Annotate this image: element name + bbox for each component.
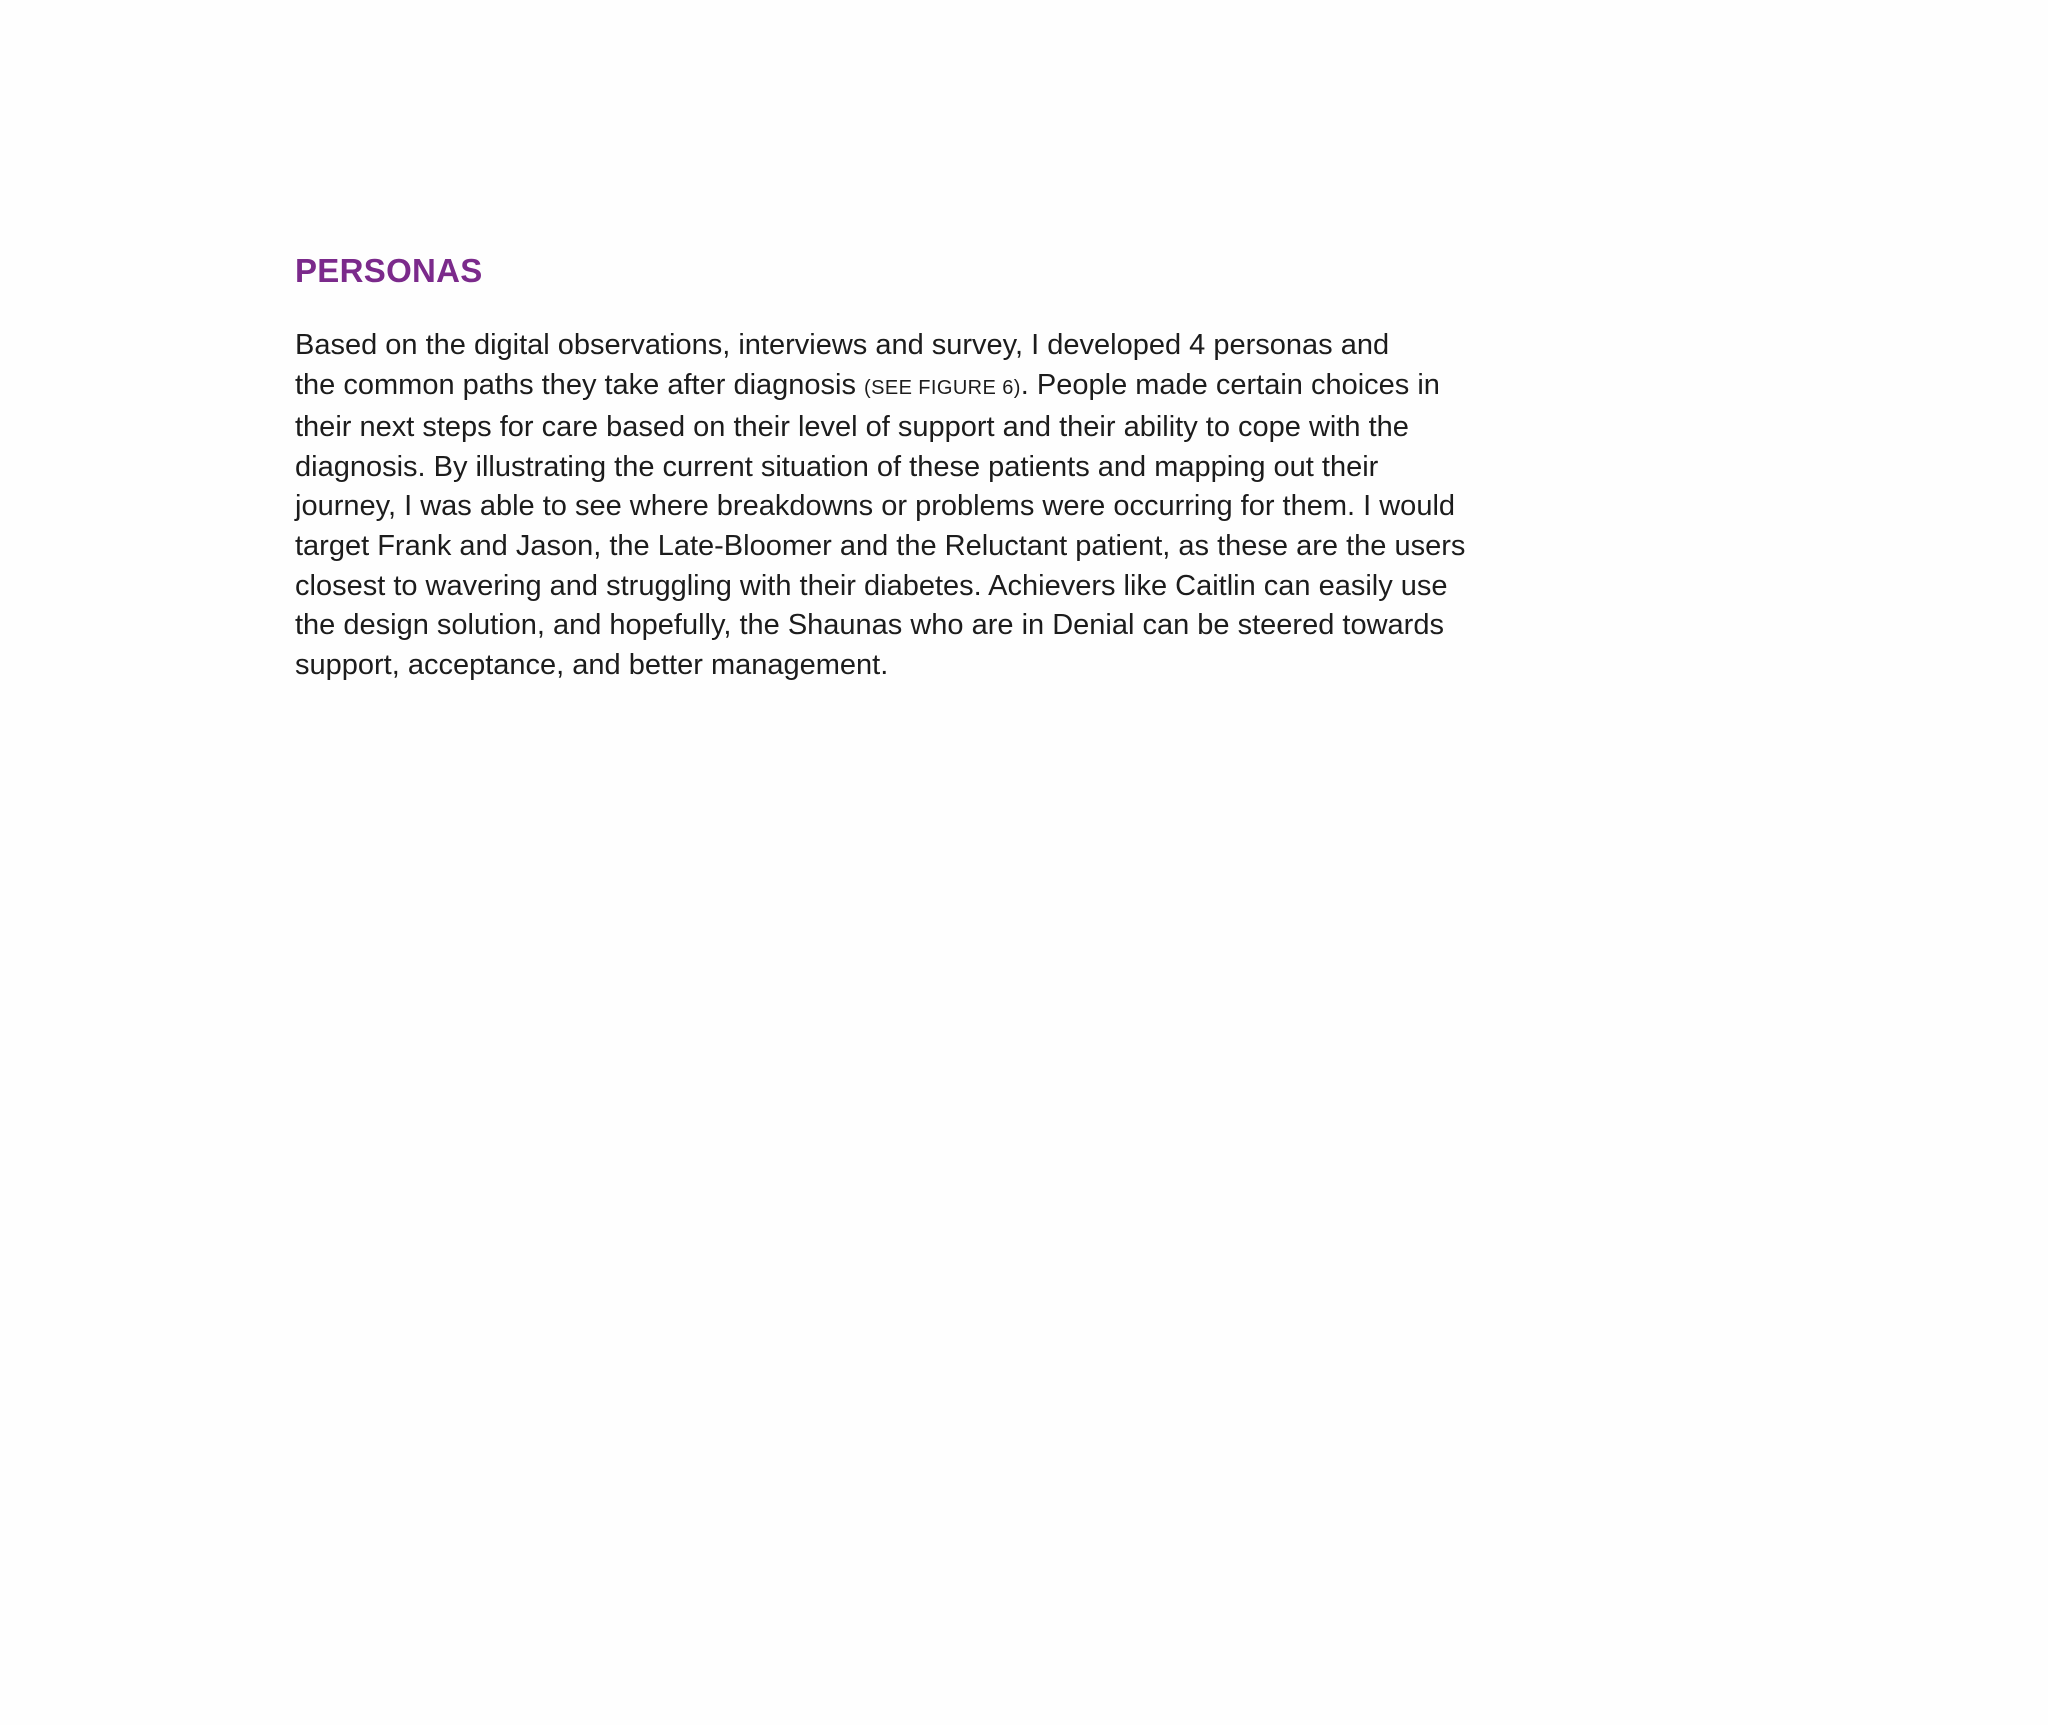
paragraph-line-6: target Frank and Jason, the Late-Bloomer and the Reluctant patient, as these are the users bbox=[295, 529, 1466, 562]
paragraph-line-2 bbox=[295, 366, 1585, 409]
paragraph-line-7: closest to wavering and struggling with their diabetes. Achievers like Caitlin can easily use bbox=[295, 569, 1448, 602]
paragraph-line-1: Based on the digital observations, interviews and survey, I developed 4 personas and bbox=[295, 329, 1390, 361]
figure-reference: (SEE FIGURE 6) bbox=[864, 376, 1021, 399]
section-heading: PERSONAS bbox=[295, 252, 483, 289]
paragraph-line-3: their next steps for care based on their level of support and their ability to cope with the bbox=[295, 411, 1409, 444]
personas-section bbox=[295, 248, 1585, 685]
paragraph-line-5: journey, I was able to see where breakdowns or problems were occurring for them. I would bbox=[295, 490, 1456, 523]
paragraph-line-8: the design solution, and hopefully, the Shaunas who are in Denial can be steered towards bbox=[295, 609, 1444, 642]
paragraph-line-2-end: . People made certain choices in bbox=[1020, 368, 1440, 401]
paragraph-line-9: support, acceptance, and better management. bbox=[295, 648, 889, 681]
body-paragraph bbox=[295, 326, 1585, 685]
paragraph-line-2-start: the common paths they take after diagnosis bbox=[295, 368, 865, 401]
paragraph-line-4: diagnosis. By illustrating the current situation of these patients and mapping out their bbox=[295, 450, 1379, 483]
